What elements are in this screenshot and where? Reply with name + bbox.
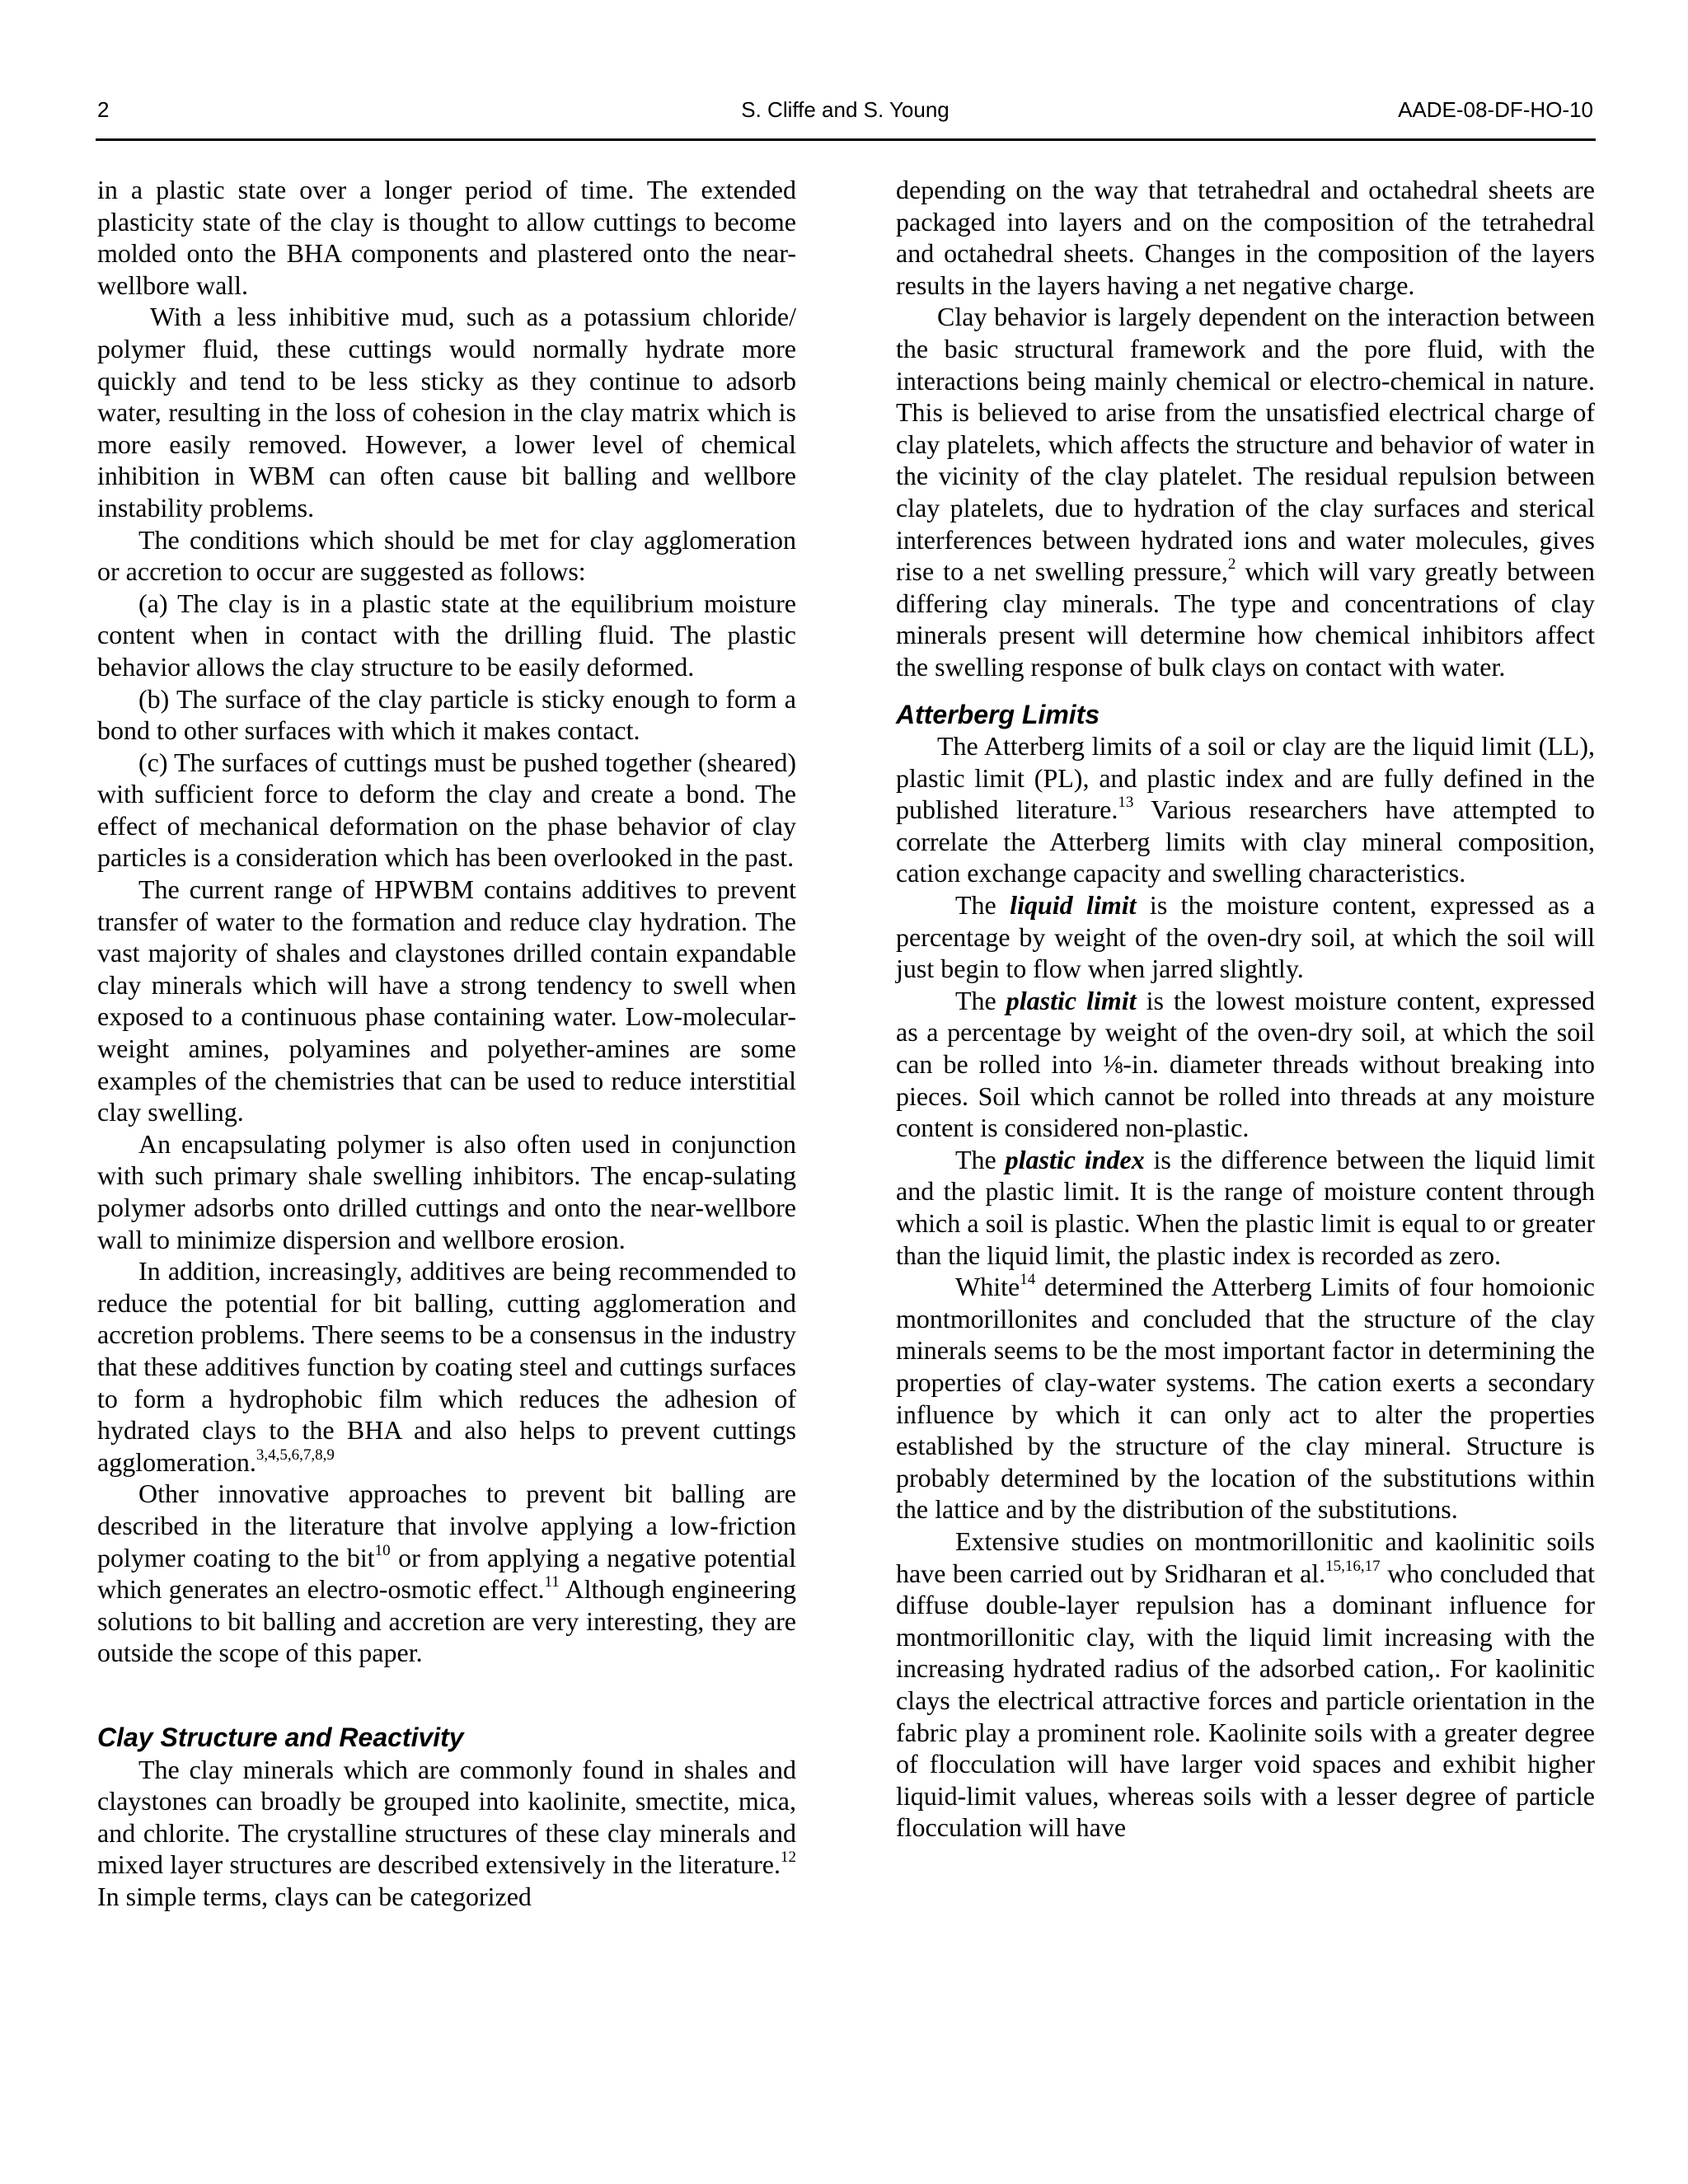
paragraph-text: determined the Atterberg Limits of four homoionic montmorillonites and concluded that the structure of the clay minerals seems to be the most important factor in determining the properties of clay-water systems. The cation exerts a secondary influence by which it can only act to alter the properties established by the structure of the clay mineral. Structure is probably determined by the location of the substitutions within the lattice and by the distribution of the substitutions. (896, 1272, 1595, 1525)
paragraph-text: The Atterberg limits of a soil or clay are the liquid limit (LL), plastic limit (PL), and plastic index and are fully defined in the published literature. (896, 731, 1595, 825)
paragraph-text: is the lowest moisture content, expressed as a percentage by weight of the oven-dry soil, at which the soil can be rolled into ⅛-in. diameter threads without breaking into pieces. Soil which cannot be rolled into threads at any moisture content is considered non-plastic. (896, 985, 1596, 1143)
right-column (896, 174, 1595, 1844)
running-head-authors: S. Cliffe and S. Young (741, 97, 950, 122)
citation: 11 (544, 1573, 560, 1591)
defined-term: liquid limit (1010, 890, 1137, 921)
paragraph (896, 985, 1595, 1144)
section-heading: Atterberg Limits (896, 699, 1100, 729)
paragraph-text: The (955, 1144, 1006, 1174)
paragraph (896, 1144, 1595, 1271)
paragraph: depending on the way that tetrahedral and octahedral sheets are packaged into layers and on the composition of the tetrahedral and octahedral sheets. Changes in the composition of the layers results in the layers having a net negative charge. (896, 175, 1595, 300)
paragraph (896, 730, 1595, 889)
citation: 12 (781, 1849, 796, 1867)
paragraph-text: who concluded that diffuse double-layer repulsion has a dominant influence for montmorillonitic clay, with the liquid limit increasing with the increasing hydrated radius of the adsorbed cation,. For kaolinitic clays the electrical attractive forces and particle orientation in the fabric play a prominent role. Kaolinite soils with a greater degree of flocculation will have larger void spaces and exhibit higher liquid-limit values, whereas soils with a lesser degree of particle flocculation will have (896, 1558, 1596, 1843)
paragraph-text: White (955, 1272, 1020, 1302)
paragraph (97, 1478, 796, 1669)
paragraph-text: Other innovative approaches to prevent bit balling are described in the literature that involve applying a low-friction polymer coating to the bit (97, 1479, 796, 1572)
paragraph-text: Clay behavior is largely dependent on the interaction between the basic structural framework and the pore fluid, with the interactions being mainly chemical or electro-chemical in nature. This is believed to arise from the unsatisfied electrical charge of clay platelets, which affects the structure and behavior of water in the vicinity of the clay platelet. The residual repulsion between clay platelets, due to hydration of the clay surfaces and sterical interferences between hydrated ions and water molecules, gives rise to a net swelling pressure, (896, 302, 1595, 587)
spacer (896, 683, 1595, 699)
paragraph: (c) The surfaces of cuttings must be pushed together (sheared) with sufficient force to deform the clay and create a bond. The effect of mechanical deformation on the phase behavior of clay particles is a consideration which has been overlooked in the past. (97, 747, 796, 873)
paragraph-text: The (955, 890, 1010, 921)
paragraph: An encapsulating polymer is also often used in conjunction with such primary shale swelling inhibitors. The encap-sulating polymer adsorbs onto drilled cuttings and onto the near-wellbore wall to minimize dispersion and wellbore erosion. (97, 1128, 796, 1254)
paragraph: (a) The clay is in a plastic state at the equilibrium moisture content when in contact with the drilling fluid. The plastic behavior allows the clay structure to be easily deformed. (97, 588, 796, 682)
paragraph-text: The (955, 985, 1006, 1015)
page-number: 2 (97, 97, 110, 122)
defined-term: plastic limit (1006, 985, 1137, 1015)
header-rule (96, 138, 1596, 141)
citation: 10 (374, 1541, 391, 1559)
paragraph: The conditions which should be met for clay agglomeration or accretion to occur are suggested as follows: (97, 524, 796, 587)
paragraph: The current range of HPWBM contains additives to prevent transfer of water to the formation and reduce clay hydration. The vast majority of shales and claystones drilled contain expandable clay minerals which will have a strong tendency to swell when exposed to a continuous phase containing water. Low-molecular-weight amines, polyamines and polyether-amines are some examples of the chemistries that can be used to reduce interstitial clay swelling. (97, 874, 796, 1127)
defined-term: plastic index (1005, 1144, 1145, 1174)
paragraph (896, 1271, 1595, 1526)
paragraph-text: The clay minerals which are commonly found in shales and claystones can broadly be grouped into kaolinite, smectite, mica, and chlorite. The crystalline structures of these clay minerals and mixed layer structures are described extensively in the literature. (97, 1754, 796, 1880)
paragraph (896, 1526, 1595, 1844)
paper-code: AADE-08-DF-HO-10 (1398, 97, 1593, 122)
paragraph-text: Extensive studies on montmorillonitic and kaolinitic soils have been carried out by Sridharan et al. (896, 1526, 1595, 1588)
paragraph-text: Although engineering solutions to bit balling and accretion are very interesting, they are outside the scope of this paper. (97, 1574, 796, 1668)
paragraph-text: is the difference between the liquid limit and the plastic limit. It is the range of moisture content through which a soil is plastic. When the plastic limit is equal to or greater than the liquid limit, the plastic index is recorded as zero. (896, 1144, 1596, 1270)
paragraph-text: In simple terms, clays can be categorized (97, 1881, 532, 1911)
left-column (97, 174, 796, 1912)
paragraph-text: Various researchers have attempted to correlate the Atterberg limits with clay mineral composition, cation exchange capacity and swelling characteristics. (896, 794, 1595, 888)
citation: 3,4,5,6,7,8,9 (256, 1446, 335, 1464)
citation: 14 (1020, 1271, 1036, 1289)
paragraph: in a plastic state over a longer period of time. The extended plasticity state of the clay is thought to allow cuttings to become molded onto the BHA components and plastered onto the near-wellbore wall. (97, 175, 796, 300)
paragraph (896, 301, 1595, 682)
citation: 2 (1227, 555, 1236, 574)
paragraph (97, 1255, 796, 1478)
paragraph: (b) The surface of the clay particle is sticky enough to form a bond to other surfaces with which it makes contact. (97, 683, 796, 746)
section-heading: Clay Structure and Reactivity (97, 1722, 464, 1752)
paragraph-text: or from applying a negative potential which generates an electro-osmotic effect. (97, 1542, 796, 1605)
paragraph (896, 889, 1595, 985)
paragraph (97, 1754, 796, 1913)
citation: 13 (1118, 794, 1134, 812)
paragraph-text: which will vary greatly between differing clay minerals. The type and concentrations of clay minerals present will determine how chemical inhibitors affect the swelling response of bulk clays on contact with water. (896, 556, 1595, 682)
paragraph-text: is the moisture content, expressed as a percentage by weight of the oven-dry soil, at which the soil will just begin to flow when jarred slightly. (896, 890, 1596, 984)
paragraph: With a less inhibitive mud, such as a potassium chloride/ polymer fluid, these cuttings would normally hydrate more quickly and tend to be less sticky as they continue to adsorb water, resulting in the loss of cohesion in the clay matrix which is more easily removed. However, a lower level of chemical inhibition in WBM can often cause bit balling and wellbore instability problems. (97, 302, 796, 523)
paragraph-text: In addition, increasingly, additives are being recommended to reduce the potential for bit balling, cutting agglomeration and accretion problems. There seems to be a consensus in the industry that these additives function by coating steel and cuttings surfaces to form a hydrophobic film which reduces the adhesion of hydrated clays to the BHA and also helps to prevent cuttings agglomeration. (97, 1256, 796, 1477)
spacer (97, 1669, 796, 1722)
citation: 15,16,17 (1325, 1557, 1381, 1575)
